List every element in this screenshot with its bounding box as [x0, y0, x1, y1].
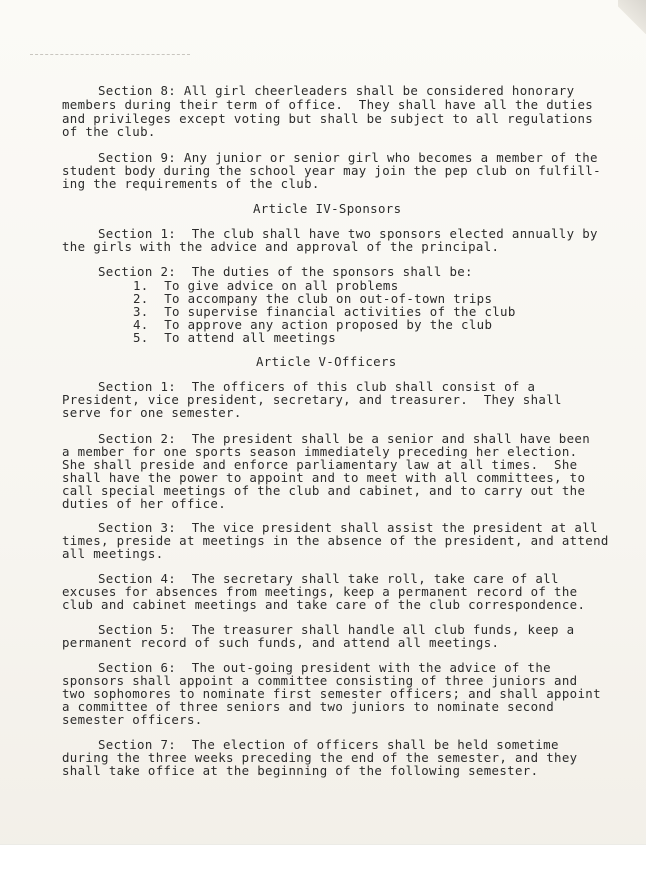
line: two sophomores to nominate first semester officers; and shall appoint: [62, 686, 601, 701]
line: Section 2: The duties of the sponsors shall be:: [98, 264, 473, 279]
line: shall take office at the beginning of the following semester.: [62, 763, 539, 778]
line: student body during the school year may join the pep club on fulfill-: [62, 163, 601, 178]
line: serve for one semester.: [62, 405, 242, 420]
article-heading: Article V-Officers: [256, 354, 397, 369]
line: a committee of three seniors and two juniors to nominate second: [62, 699, 555, 714]
line: ing the requirements of the club.: [62, 176, 320, 191]
article-heading: Article IV-Sponsors: [253, 201, 402, 216]
line: excuses for absences from meetings, keep a permanent record of the: [62, 584, 578, 599]
line: and privileges except voting but shall be subject to all regulations: [62, 111, 594, 126]
line: Section 1: The club shall have two sponsors elected annually by: [98, 226, 598, 241]
line: of the club.: [62, 124, 156, 139]
list-item: 1. To give advice on all problems: [133, 278, 399, 293]
list-item: 5. To attend all meetings: [133, 330, 337, 345]
line: Section 4: The secretary shall take roll, take care of all: [98, 571, 559, 586]
line: Section 3: The vice president shall assist the president at all: [98, 520, 598, 535]
line: Section 5: The treasurer shall handle all club funds, keep a: [98, 622, 575, 637]
line: club and cabinet meetings and take care of the club correspondence.: [62, 597, 586, 612]
line: Section 1: The officers of this club shall consist of a: [98, 379, 536, 394]
paper-fold-corner: [618, 0, 646, 34]
line: during the three weeks preceding the end of the semester, and they: [62, 750, 578, 765]
line: all meetings.: [62, 546, 164, 561]
line: duties of her office.: [62, 496, 227, 511]
line: Section 2: The president shall be a senior and shall have been: [98, 431, 591, 446]
line: times, preside at meetings in the absence of the president, and attend: [62, 533, 609, 548]
line: shall have the power to appoint and to meet with all committees, to: [62, 470, 586, 485]
list-item: 2. To accompany the club on out-of-town trips: [133, 291, 493, 306]
scan-bottom-margin: [0, 844, 646, 881]
line: President, vice president, secretary, and treasurer. They shall: [62, 392, 562, 407]
line: a member for one sports season immediately preceding her election.: [62, 444, 578, 459]
line: sponsors shall appoint a committee consisting of three juniors and: [62, 673, 578, 688]
line: permanent record of such funds, and attend all meetings.: [62, 635, 500, 650]
line: members during their term of office. They shall have all the duties: [62, 97, 594, 112]
line: Section 6: The out-going president with the advice of the: [98, 660, 551, 675]
list-item: 3. To supervise financial activities of the club: [133, 304, 516, 319]
line: She shall preside and enforce parliamentary law at all times. She: [62, 457, 578, 472]
line: semester officers.: [62, 712, 203, 727]
line: call special meetings of the club and cabinet, and to carry out the: [62, 483, 586, 498]
line: Section 7: The election of officers shall be held sometime: [98, 737, 559, 752]
line: Section 8: All girl cheerleaders shall be considered honorary: [98, 83, 575, 98]
line: Section 9: Any junior or senior girl who becomes a member of the: [98, 150, 598, 165]
smudge-mark: [30, 54, 190, 57]
list-item: 4. To approve any action proposed by the club: [133, 317, 493, 332]
line: the girls with the advice and approval of the principal.: [62, 239, 500, 254]
